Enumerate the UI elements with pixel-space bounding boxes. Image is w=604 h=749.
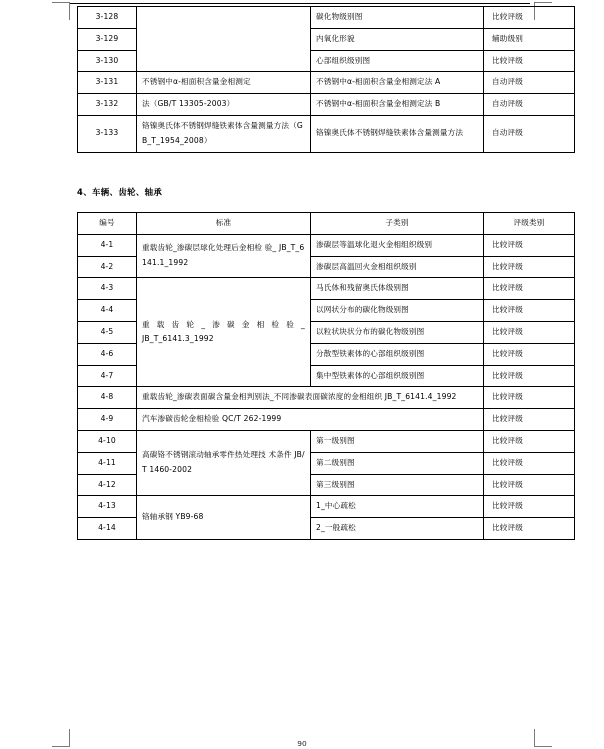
cell-number: 4-10 (78, 430, 137, 452)
table-row (78, 115, 575, 152)
cell-rating: 比较评级 (484, 300, 575, 322)
cell-subcategory: 分散型铁素体的心部组织级别图 (311, 343, 484, 365)
cell-rating: 比较评级 (484, 518, 575, 540)
cell-number: 3-132 (78, 94, 137, 116)
table-row (78, 387, 575, 409)
header-number: 编号 (78, 213, 137, 235)
cell-rating: 比较评级 (484, 474, 575, 496)
standard-line-1: 重载齿轮_渗碳金相检验_ (142, 319, 305, 329)
cell-standard: 重载齿轮_渗碳表面碳含量金相判别法_不同渗碳表面碳浓度的金相组织 JB_T_6141.4_1992 (137, 387, 484, 409)
standards-table-section-3 (77, 6, 575, 153)
table-row (78, 430, 575, 452)
page-top-rule (70, 3, 530, 4)
cell-number: 4-14 (78, 518, 137, 540)
cell-rating: 比较评级 (484, 409, 575, 431)
cell-number: 4-2 (78, 256, 137, 278)
table-header-row (78, 213, 575, 235)
cell-standard: 汽车渗碳齿轮金相检验 QC/T 262-1999 (137, 409, 484, 431)
cell-standard (137, 7, 311, 72)
header-subcategory: 子类别 (311, 213, 484, 235)
cell-number: 3-130 (78, 50, 137, 72)
cell-subcategory: 集中型铁素体的心部组织级别图 (311, 365, 484, 387)
cell-number: 4-5 (78, 321, 137, 343)
cell-subcategory: 铬镍奥氏体不锈钢焊缝铁素体含量测量方法 (311, 115, 484, 152)
page-number: 90 (297, 739, 307, 748)
standard-line-2: 验_ JB_T_6141.1_1992 (142, 243, 305, 268)
table-row (78, 7, 575, 29)
section-heading-vehicles-gears-bearings: 4、车辆、齿轮、轴承 (77, 187, 163, 197)
standards-table-section-4 (77, 212, 575, 540)
standard-line-2: JB_T_6141.3_1992 (142, 334, 214, 344)
cell-subcategory: 碳化物级别图 (311, 7, 484, 29)
table-row (78, 278, 575, 300)
table-row (78, 94, 575, 116)
cell-subcategory: 渗碳层等温球化退火金相组织级别 (311, 234, 484, 256)
cell-rating: 比较评级 (484, 430, 575, 452)
cell-number: 3-131 (78, 72, 137, 94)
cell-number: 4-1 (78, 234, 137, 256)
cell-subcategory: 以网状分布的碳化物级别图 (311, 300, 484, 322)
header-rating: 评级类别 (484, 213, 575, 235)
cell-number: 4-3 (78, 278, 137, 300)
cell-rating: 比较评级 (484, 234, 575, 256)
cell-number: 4-13 (78, 496, 137, 518)
standard-line-1: 高碳铬不锈钢滚动轴承零件热处理技 (142, 450, 266, 460)
cell-subcategory: 第一级别图 (311, 430, 484, 452)
table-row (78, 72, 575, 94)
cell-rating: 比较评级 (484, 256, 575, 278)
cell-number: 4-11 (78, 452, 137, 474)
cell-number: 3-129 (78, 28, 137, 50)
standard-line-1: 重载齿轮_渗碳层球化处理后金相检 (142, 243, 263, 253)
cell-number: 3-133 (78, 115, 137, 152)
cell-number: 3-128 (78, 7, 137, 29)
cell-standard (137, 234, 311, 278)
cell-subcategory: 2_一般疏松 (311, 518, 484, 540)
cell-rating: 自动评级 (484, 72, 575, 94)
cell-subcategory: 第二级别图 (311, 452, 484, 474)
cell-rating: 比较评级 (484, 365, 575, 387)
cell-number: 4-6 (78, 343, 137, 365)
cell-number: 4-4 (78, 300, 137, 322)
cell-number: 4-12 (78, 474, 137, 496)
table-row (78, 409, 575, 431)
cell-standard: 法（GB/T 13305-2003） (137, 94, 311, 116)
standard-line-2: 术条件 JB/T 1460-2002 (142, 450, 305, 475)
cell-standard: 铬轴承钢 YB9-68 (137, 496, 311, 540)
crop-mark-top-left (52, 2, 70, 20)
cell-rating: 比较评级 (484, 278, 575, 300)
cell-rating: 比较评级 (484, 496, 575, 518)
cell-rating: 比较评级 (484, 387, 575, 409)
cell-rating: 自动评级 (484, 94, 575, 116)
cell-rating: 比较评级 (484, 343, 575, 365)
cell-rating: 比较评级 (484, 7, 575, 29)
cell-rating: 自动评级 (484, 115, 575, 152)
cell-rating: 辅助级别 (484, 28, 575, 50)
table-row (78, 234, 575, 256)
cell-number: 4-7 (78, 365, 137, 387)
cell-subcategory: 心部组织级别图 (311, 50, 484, 72)
cell-rating: 比较评级 (484, 50, 575, 72)
header-standard: 标准 (137, 213, 311, 235)
cell-standard: 不锈钢中α-相面积含量金相测定 (137, 72, 311, 94)
cell-rating: 比较评级 (484, 321, 575, 343)
cell-number: 4-8 (78, 387, 137, 409)
cell-standard: 铬镍奥氏体不锈钢焊缝铁素体含量测量方法（GB_T_1954_2008） (137, 115, 311, 152)
cell-standard (137, 278, 311, 387)
cell-number: 4-9 (78, 409, 137, 431)
cell-subcategory: 第三级别图 (311, 474, 484, 496)
cell-subcategory: 以粒状块状分布的碳化物级别图 (311, 321, 484, 343)
cell-subcategory: 渗碳层高温回火金相组织级别 (311, 256, 484, 278)
cell-subcategory: 1_中心疏松 (311, 496, 484, 518)
cell-subcategory: 不锈钢中α-相面积含量金相测定法 B (311, 94, 484, 116)
table-row (78, 496, 575, 518)
cell-subcategory: 内氧化形貌 (311, 28, 484, 50)
cell-rating: 比较评级 (484, 452, 575, 474)
cell-subcategory: 不锈钢中α-相面积含量金相测定法 A (311, 72, 484, 94)
cell-subcategory: 马氏体和残留奥氏体级别图 (311, 278, 484, 300)
cell-standard (137, 430, 311, 495)
